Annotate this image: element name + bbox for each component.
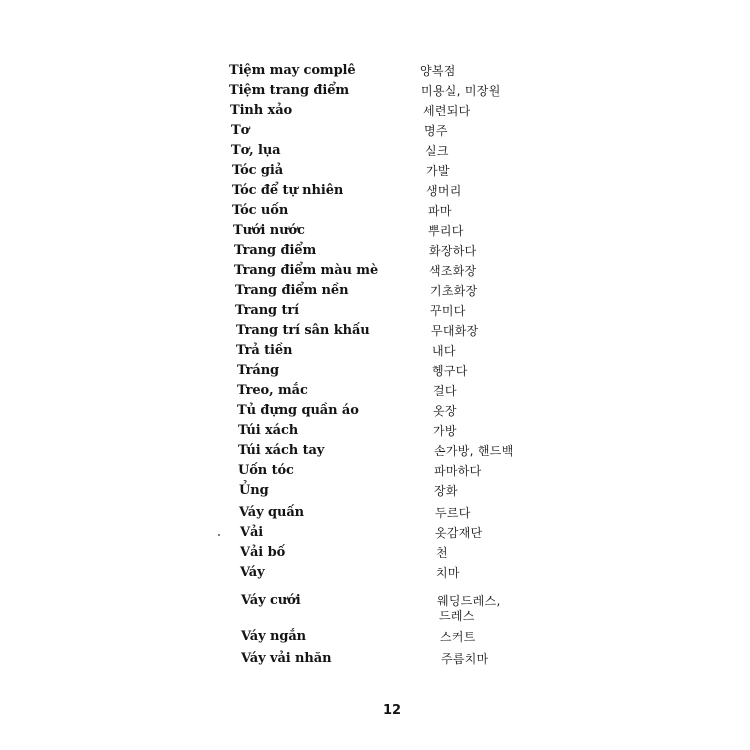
korean-term: 장화 [434, 484, 458, 498]
vietnamese-term: Váy quấn [239, 505, 305, 520]
korean-term: 손가방, 핸드백 [434, 444, 514, 458]
korean-term: 두르다 [435, 506, 471, 520]
vietnamese-term: Trang trí sân khấu [236, 323, 370, 338]
vietnamese-term: Tiệm trang điểm [229, 83, 350, 98]
vietnamese-term: Váy vải nhăn [241, 651, 332, 666]
vocabulary-entry [0, 261, 750, 281]
vocabulary-entry [0, 503, 750, 523]
korean-term: 헹구다 [432, 364, 468, 378]
vocabulary-entry [0, 361, 750, 381]
korean-term: 미용실, 미장원 [421, 84, 501, 98]
vocabulary-entry [0, 523, 750, 543]
korean-term: 명주 [424, 124, 448, 138]
vietnamese-term: Vải [240, 525, 264, 540]
korean-term: 세련되다 [423, 104, 471, 118]
vocabulary-entry [0, 141, 750, 161]
vocabulary-entry [0, 281, 750, 301]
vietnamese-term: Váy cưới [241, 593, 301, 608]
vocabulary-entry [0, 181, 750, 201]
korean-term: 옷감재단 [435, 526, 483, 540]
vocabulary-entry [0, 241, 750, 261]
vietnamese-term: Uốn tóc [238, 463, 294, 478]
vietnamese-term: Tóc giả [232, 163, 284, 178]
vietnamese-term: Ủng [239, 483, 269, 498]
vocabulary-entry [0, 543, 750, 563]
vocabulary-entry [0, 421, 750, 441]
korean-term: 웨딩드레스, [437, 594, 501, 608]
vocabulary-entry [0, 627, 750, 647]
korean-term: 화장하다 [429, 244, 477, 258]
vietnamese-term: Tủ đựng quần áo [237, 403, 359, 418]
korean-term: 파마 [428, 204, 452, 218]
vietnamese-term: Trang điểm [234, 243, 317, 258]
vocabulary-entry [0, 341, 750, 361]
vocabulary-entry [0, 381, 750, 401]
korean-term: 옷장 [433, 404, 457, 418]
korean-term: 주름치마 [441, 652, 489, 666]
vocabulary-entry [0, 606, 750, 626]
korean-term: 가방 [433, 424, 457, 438]
korean-term: 실크 [425, 144, 449, 158]
vietnamese-term: Trang điểm màu mè [234, 263, 379, 278]
vietnamese-term: Túi xách tay [238, 443, 325, 458]
vocabulary-entry [0, 563, 750, 583]
vocabulary-entry [0, 301, 750, 321]
vocabulary-entry [0, 121, 750, 141]
vocabulary-entry [0, 201, 750, 221]
vietnamese-term: Tinh xảo [230, 103, 293, 118]
vocabulary-entry [0, 161, 750, 181]
vietnamese-term: Tơ, lụa [231, 143, 281, 158]
vocabulary-entry [0, 81, 750, 101]
page-number: 12 [383, 703, 402, 718]
vietnamese-term: Vải bố [240, 545, 286, 560]
vietnamese-term: Váy [240, 565, 265, 580]
vietnamese-term: Váy ngắn [241, 629, 307, 644]
vocabulary-entry [0, 101, 750, 121]
vietnamese-term: Tưới nước [233, 223, 305, 238]
vocabulary-entry [0, 441, 750, 461]
korean-term: 뿌리다 [428, 224, 464, 238]
korean-term: 스커트 [440, 630, 476, 644]
korean-term: 양복점 [420, 64, 456, 78]
korean-term: 걸다 [433, 384, 457, 398]
vietnamese-term: Treo, mắc [237, 383, 308, 398]
vocabulary-entry [0, 481, 750, 501]
korean-term: 가발 [426, 164, 450, 178]
korean-term: 내다 [432, 344, 456, 358]
vietnamese-term: Túi xách [238, 423, 299, 438]
korean-term: 치마 [436, 566, 460, 580]
korean-term: 기초화장 [430, 284, 478, 298]
vocabulary-entry [0, 61, 750, 81]
vietnamese-term: Tráng [237, 363, 280, 378]
vietnamese-term: Trả tiền [236, 343, 293, 358]
vietnamese-term: Tiệm may complê [229, 63, 356, 78]
vocabulary-entry [0, 321, 750, 341]
vietnamese-term: Trang điểm nền [235, 283, 349, 298]
vietnamese-term: Tóc uốn [232, 203, 289, 218]
vietnamese-term: Trang trí [235, 303, 299, 318]
vocabulary-entry [0, 221, 750, 241]
print-speck [218, 534, 220, 536]
vocabulary-entry [0, 401, 750, 421]
korean-term: 생머리 [426, 184, 462, 198]
korean-term: 꾸미다 [430, 304, 466, 318]
korean-term: 파마하다 [434, 464, 482, 478]
korean-term: 드레스 [439, 609, 475, 623]
vocabulary-entry [0, 649, 750, 669]
korean-term: 천 [436, 546, 448, 560]
vietnamese-term: Tơ [231, 123, 250, 138]
vocabulary-entry [0, 461, 750, 481]
korean-term: 색조화장 [429, 264, 477, 278]
korean-term: 무대화장 [431, 324, 479, 338]
vietnamese-term: Tóc để tự nhiên [232, 183, 344, 198]
